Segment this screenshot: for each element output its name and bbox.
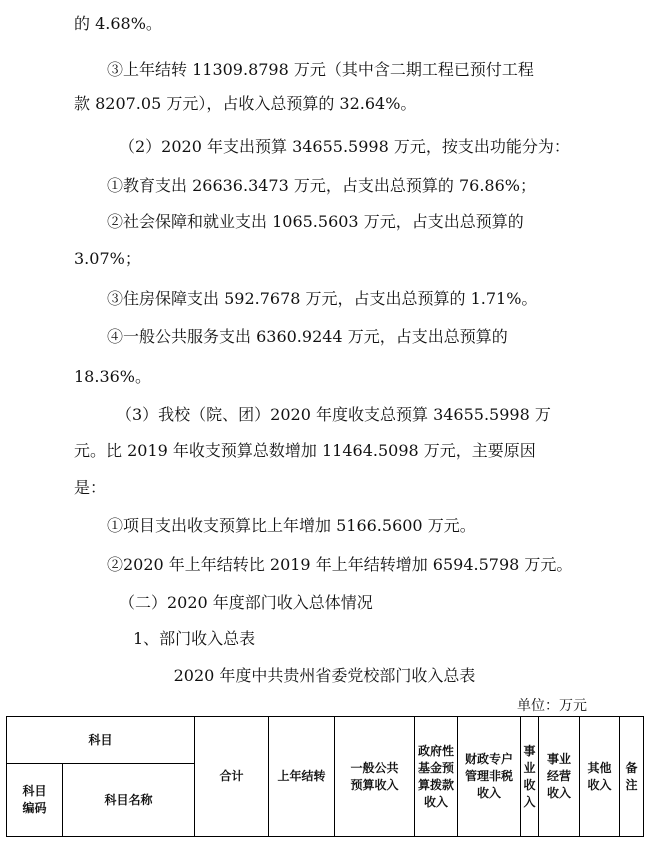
paragraph-line: ①项目支出收支预算比上年增加 5166.5600 万元。 — [107, 516, 476, 535]
unit-label: 单位：万元 — [517, 698, 587, 714]
paragraph-line: ②社会保障和就业支出 1065.5603 万元，占支出总预算的 — [107, 212, 524, 231]
table-title: 2020 年度中共贵州省委党校部门收入总表 — [173, 666, 476, 685]
paragraph-line: 款 8207.05 万元），占收入总预算的 32.64%。 — [74, 94, 417, 113]
paragraph-line: 元。比 2019 年收支预算总数增加 11464.5098 万元，主要原因 — [74, 441, 536, 460]
header-remarks: 备注 — [620, 717, 644, 837]
paragraph-line: 18.36%。 — [74, 367, 152, 386]
paragraph-line: 是： — [74, 478, 107, 497]
paragraph-line: ③上年结转 11309.8798 万元（其中含二期工程已预付工程 — [107, 60, 534, 79]
paragraph-line: 3.07%； — [74, 249, 141, 268]
header-subject-code: 科目编码 — [7, 764, 63, 837]
header-fiscal-special: 财政专户管理非税收入 — [458, 717, 521, 837]
paragraph-line: （2）2020 年支出预算 34655.5998 万元，按支出功能分为： — [119, 137, 570, 156]
table-header-row — [7, 717, 644, 764]
header-gov-fund: 政府性基金预算拨款收入 — [415, 717, 458, 837]
header-subject: 科目 — [7, 717, 195, 764]
header-total: 合计 — [195, 717, 269, 837]
header-business-income: 事业收入 — [521, 717, 539, 837]
header-other-income: 其他收入 — [580, 717, 620, 837]
revenue-table — [6, 716, 644, 837]
paragraph-line: ③住房保障支出 592.7678 万元，占支出总预算的 1.71%。 — [107, 289, 538, 308]
paragraph-line: ②2020 年上年结转比 2019 年上年结转增加 6594.5798 万元。 — [107, 555, 573, 574]
header-subject-name: 科目名称 — [63, 764, 195, 837]
header-carryover: 上年结转 — [269, 717, 335, 837]
header-general-budget: 一般公共预算收入 — [335, 717, 415, 837]
section-heading: （二）2020 年度部门收入总体情况 — [119, 593, 373, 612]
subsection-heading: 1、部门收入总表 — [133, 629, 256, 648]
paragraph-line: 的 4.68%。 — [74, 14, 162, 33]
paragraph-line: ①教育支出 26636.3473 万元，占支出总预算的 76.86%； — [107, 176, 536, 195]
paragraph-line: ④一般公共服务支出 6360.9244 万元，占支出总预算的 — [107, 327, 508, 346]
paragraph-line: （3）我校（院、团）2020 年度收支总预算 34655.5998 万 — [116, 405, 551, 424]
header-operating-income: 事业经营收入 — [539, 717, 580, 837]
